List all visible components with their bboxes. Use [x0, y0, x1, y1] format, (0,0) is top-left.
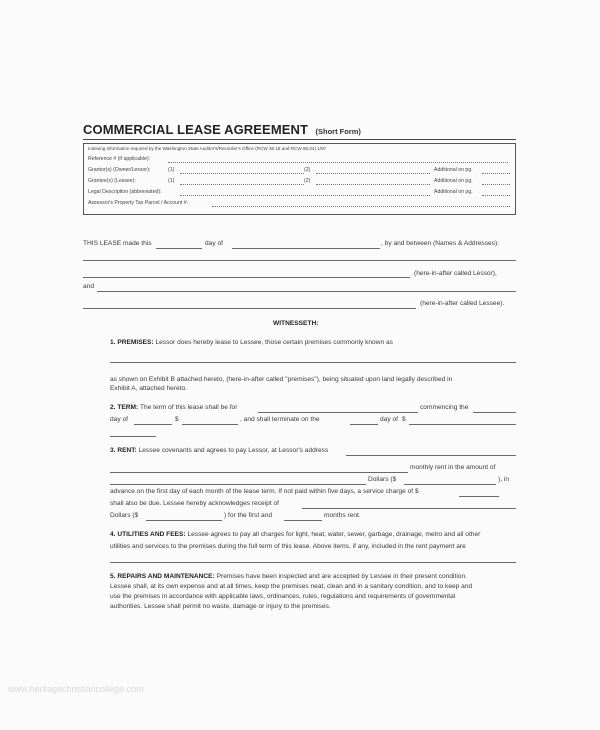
rent-address-blank: [346, 455, 516, 456]
witnesseth-heading: WITNESSETH:: [273, 320, 319, 327]
index-grantor-additional: Additional on pg.: [434, 167, 473, 173]
intro-day-blank: [156, 248, 202, 249]
index-legal-line: [180, 195, 430, 196]
rent-amount-number-blank: [404, 484, 496, 485]
rent-receipt-words-blank: [302, 508, 516, 509]
index-grantee-line-2: [316, 184, 430, 185]
intro-lessee-line-1: [97, 291, 516, 292]
rent-advance: advance on the first day of each month of the lease term. If not paid within five days, a service charge of $: [110, 488, 419, 495]
index-grantee-additional: Additional on pg.: [434, 178, 473, 184]
intro-and: and: [83, 283, 95, 290]
section-term-line-1: [110, 404, 237, 411]
term-length-blank: [258, 412, 418, 413]
index-reference-line: [168, 162, 508, 163]
intro-made-this: THIS LEASE made this: [83, 240, 152, 247]
index-legal-label: Legal Description (abbreviated):: [88, 189, 162, 195]
index-grantor-additional-line: [482, 173, 510, 174]
intro-lessor-line-1: [83, 260, 516, 261]
intro-lessor-line-2: [83, 277, 410, 278]
section-utilities-line-1: [110, 531, 480, 538]
section-utilities-heading: 4. UTILITIES AND FEES:: [110, 531, 186, 538]
index-legal-additional: Additional on pg.: [434, 189, 473, 195]
term-terminate: , and shall terminate on the: [240, 416, 320, 423]
section-repairs-text-4: authorities. Lessee shall permit no waste, damage or injury to the premises.: [110, 603, 331, 610]
intro-lessor-label: (here-in-after called Lessor),: [414, 270, 497, 277]
utilities-included-blank: [110, 562, 516, 563]
section-rent-heading: 3. RENT:: [110, 447, 137, 454]
index-grantee-line-1: [180, 184, 304, 185]
section-rent-text-1: Lessee covenants and agrees to pay Lessor, at Lessor's address: [138, 447, 329, 454]
index-assessor-line: [212, 206, 510, 207]
title-underline: [83, 139, 516, 140]
rent-dollars: Dollars ($: [368, 476, 397, 483]
rent-service-charge-blank: [459, 496, 499, 497]
term-dollar-2: $: [402, 416, 406, 423]
term-start-year-blank: [182, 424, 238, 425]
document-title: COMMERCIAL LEASE AGREEMENT: [83, 122, 309, 137]
rent-address-blank-2: [110, 472, 408, 473]
document-subtitle: (Short Form): [315, 127, 361, 136]
index-grantor-label: Grantor(s) (Owner/Lessor):: [88, 167, 151, 173]
rent-amount-words-blank: [110, 484, 366, 485]
term-end-day-blank: [350, 424, 378, 425]
document-title-row: [83, 121, 361, 139]
rent-dollars-2: Dollars ($: [110, 512, 139, 519]
rent-for-first: ) for the first and: [224, 512, 273, 519]
term-end-year-blank: [110, 436, 156, 437]
section-premises-text-1: Lessor does hereby lease to Lessee, those certain premises commonly known as: [155, 339, 393, 346]
rent-months-rent: months rent.: [324, 512, 361, 519]
section-repairs-text-1: Premises have been inspected and are accepted by Lessee in their present condition.: [216, 573, 467, 580]
term-day-of: day of: [110, 416, 128, 423]
term-commencing: commencing the: [420, 404, 469, 411]
index-assessor-label: Assessor's Property Tax Parcel / Account #:: [88, 200, 189, 206]
index-grantee-additional-line: [482, 184, 510, 185]
index-grantor-line-1: [180, 173, 304, 174]
indexing-info-box: [83, 143, 516, 215]
index-grantee-label: Grantee(s) (Lessee):: [88, 178, 136, 184]
section-term-heading: 2. TERM:: [110, 404, 139, 411]
section-premises-heading: 1. PREMISES:: [110, 339, 154, 346]
index-grantor-n2: (2): [304, 167, 311, 173]
rent-in: ), in: [498, 476, 509, 483]
watermark-text: www.heritagechristiancollege.com: [8, 684, 144, 694]
term-end-month-blank: [409, 424, 516, 425]
section-utilities-text-1: Lessee agrees to pay all charges for light, heat, water, sewer, garbage, drainage, metro and all other: [187, 531, 481, 538]
rent-months-blank: [284, 520, 322, 521]
index-grantee-n2: (2): [304, 178, 311, 184]
section-premises-text-2: as shown on Exhibit B attached hereto, (here-in-after called "premises"), being situated upon land legally described in: [110, 376, 453, 383]
intro-month-year-blank: [232, 248, 380, 249]
section-premises-line-1: [110, 339, 393, 346]
term-start-month-blank: [134, 424, 172, 425]
rent-monthly: monthly rent in the amount of: [410, 464, 496, 471]
intro-lessee-line-2: [83, 308, 416, 309]
index-legal-additional-line: [482, 195, 510, 196]
section-repairs-heading: 5. REPAIRS AND MAINTENANCE:: [110, 573, 215, 580]
term-day-of-2: day of: [380, 416, 398, 423]
term-dollar-1: $: [175, 416, 179, 423]
index-grantor-n1: (1): [168, 167, 175, 173]
index-heading: Indexing information required by the Washington State Auditor's/Recorder's Office (RCW 36.18 and RCW 65.04) 1/97: [88, 146, 327, 151]
section-utilities-text-2: utilities and services to the premises during the full term of this lease. Above items, if any, included in the rent payment are: [110, 543, 466, 550]
index-grantor-line-2: [316, 173, 430, 174]
section-premises-text-3: Exhibit A, attached hereto.: [110, 385, 187, 392]
section-term-text-1: The term of this lease shall be for: [139, 404, 238, 411]
rent-shall-be-due: shall also be due. Lessee hereby acknowledges receipt of: [110, 500, 279, 507]
intro-by-and-between: , by and between (Names & Addresses):: [381, 240, 500, 247]
intro-lessee-label: (here-in-after called Lessee).: [420, 300, 505, 307]
section-repairs-text-2: Lessee shall, at its own expense and at all times, keep the premises neat, clean and in a sanitary condition, and to keep and: [110, 583, 473, 590]
premises-address-line: [110, 362, 516, 363]
section-repairs-line-1: [110, 573, 467, 580]
index-grantee-n1: (1): [168, 178, 175, 184]
rent-receipt-number-blank: [146, 520, 222, 521]
intro-day-of: day of: [205, 240, 223, 247]
section-repairs-text-3: use the premises in accordance with applicable laws, ordinances, rules, regulations and requirements of governmental: [110, 593, 456, 600]
section-rent-line-1: [110, 447, 328, 454]
index-reference-label: Reference # (if applicable):: [88, 156, 150, 162]
term-commencing-day-blank: [473, 412, 516, 413]
